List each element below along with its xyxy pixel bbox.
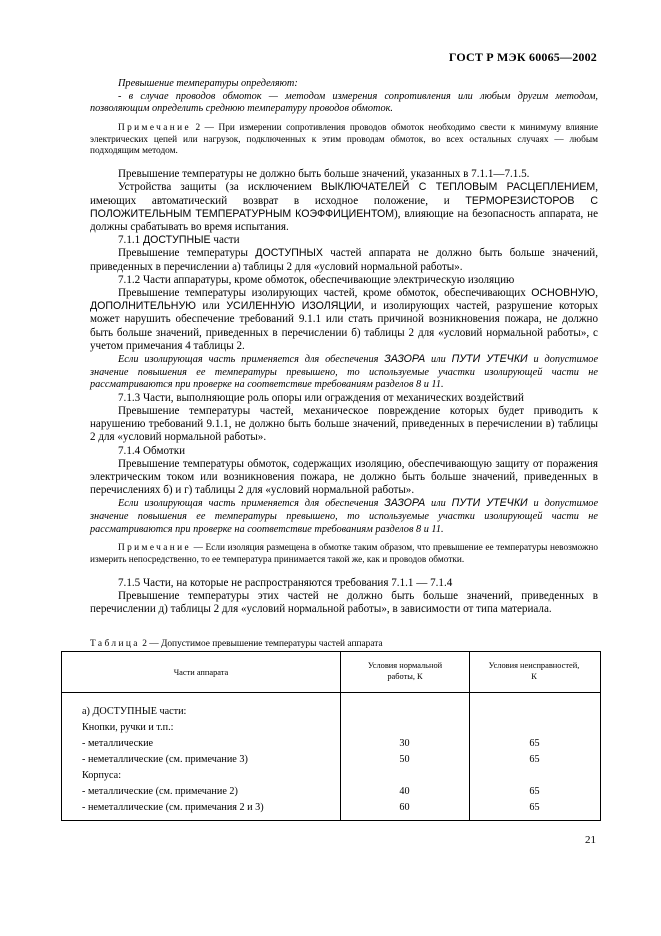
cell-fault: 65 — [529, 738, 540, 749]
paragraph: Превышение температуры ДОСТУПНЫХ частей аппарата не должно быть больше значений, приведенных в перечислении а) таблицы 2 для «условий нормальной работы». — [90, 247, 598, 273]
term: УСИЛЕННУЮ ИЗОЛЯЦИИ — [226, 300, 362, 313]
note-label: Примечание — [118, 543, 191, 554]
table-row — [62, 754, 600, 770]
term: ЗАЗОРА — [384, 497, 426, 510]
section-heading: 7.1.2 Части аппаратуры, кроме обмоток, обеспечивающие электрическую изоляцию — [118, 273, 515, 286]
term: ВЫКЛЮЧАТЕЛЕЙ С ТЕПЛОВЫМ РАСЦЕПЛЕНИЕМ — [321, 181, 596, 194]
section-heading: 7.1.4 Обмотки — [118, 444, 186, 457]
cell-part: - металлические — [82, 738, 154, 749]
term: ДОСТУПНЫХ — [255, 247, 323, 260]
document-header: ГОСТ Р МЭК 60065—2002 — [448, 50, 597, 64]
section-heading: 7.1.5 Части, на которые не распространяются требования 7.1.1 — 7.1.4 — [118, 576, 453, 589]
italic-remark: Если изолирующая часть применяется для обеспечения ЗАЗОРА или ПУТИ УТЕЧКИ и допустимое значение повышения ее температуры превышено, то используемые участки изолирующей части не рассматриваются при проверке на соответствие требованиям разделов 8 и 11. — [90, 353, 599, 391]
term: ПУТИ УТЕЧКИ — [451, 353, 528, 366]
note-1 — [90, 123, 598, 158]
cell-fault: 65 — [529, 754, 540, 765]
cell-part: а) ДОСТУПНЫЕ части: — [82, 706, 187, 717]
section-heading: 7.1.1 ДОСТУПНЫЕ части — [118, 234, 240, 247]
paragraph: Превышение температуры изолирующих частей, кроме обмоток, обеспечивающих ОСНОВНУЮ, ДОПОЛНИТЕЛЬНУЮ или УСИЛЕННУЮ ИЗОЛЯЦИИ, и изолирующих частей, разрушение которых может нарушить обеспечение требований 9.1.1 или стать причиной возникновения пожара, не должно быть больше значений, приведенных в перечислении б) таблицы 2 для «условий нормальной работы», с учетом примечания 4 таблицы 2. — [90, 287, 598, 352]
page-number: 21 — [585, 834, 596, 846]
cell-part: Кнопки, ручки и т.п.: — [82, 722, 174, 733]
table-row — [62, 738, 600, 754]
italic-remark: Если изолирующая часть применяется для обеспечения ЗАЗОРА или ПУТИ УТЕЧКИ и допустимое значение повышения ее температуры превышено, то используемые участки изолирующей части не рассматриваются при проверке на соответствие требованиям разделов 8 и 11. — [90, 497, 599, 535]
temperature-table — [61, 651, 601, 821]
paragraph: - в случае проводов обмоток — методом измерения сопротивления или любым другим методом, позволяющим определить среднюю температуру проводов обмоток. — [90, 90, 598, 115]
table-row — [62, 722, 600, 738]
cell-fault: 65 — [529, 802, 540, 813]
term: ОСНОВНУЮ — [531, 287, 596, 299]
cell-fault: 65 — [529, 786, 540, 797]
cell-part: - неметаллические (см. примечание 3) — [82, 754, 248, 765]
table-row — [62, 706, 600, 722]
term: ТЕРМОРЕЗИСТОРОВ С ПОЛОЖИТЕЛЬНЫМ ТЕМПЕРАТУРНЫМ КОЭФФИЦИЕНТОМ — [90, 194, 599, 220]
paragraph: Превышение температуры обмоток, содержащих изоляцию, обеспечивающую защиту от поражения электрическим током или возникновения пожара, не должно быть больше значений, приведенных в перечислениях б) и г) таблицы 2 для «условий нормальной работы». — [90, 457, 598, 497]
column-header-fault: Условия неисправностей, К — [488, 661, 580, 681]
note-text: — Если изоляция размещена в обмотке таким образом, что превышение ее температуры невозможно измерить непосредственно, то ее температура принимается такой же, как и проводов обмотки. — [90, 543, 598, 565]
table-row — [62, 770, 600, 786]
term: ЗАЗОРА — [384, 353, 426, 366]
section-heading: 7.1.3 Части, выполняющие роль опоры или ограждения от механических воздействий — [118, 391, 524, 404]
note-text: 2 — При измерении сопротивления проводов обмоток необходимо свести к минимуму влияние электрических цепей или нагрузок, подключенных к этим проводам обмоток, во всех остальных случаях — любым подходящим методом. — [90, 122, 598, 157]
term: ДОСТУПНЫЕ — [142, 234, 211, 247]
document-body — [90, 78, 598, 652]
paragraph: Превышение температуры частей, механическое повреждение которых будет приводить к нарушению требований 9.1.1, не должно быть больше значений, приведенных в перечислении в) таблицы 2 для «условий нормальной работы». — [90, 405, 598, 444]
paragraph: Превышение температуры этих частей не должно быть больше значений, приведенных в перечислении д) таблицы 2 для «условий нормальной работы», в зависимости от типа материала. — [90, 590, 598, 616]
paragraph: Превышение температуры не должно быть больше значений, указанных в 7.1.1—7.1.5. — [118, 168, 530, 181]
table-divider — [62, 692, 600, 693]
table-caption — [90, 638, 598, 651]
term: ДОПОЛНИТЕЛЬНУЮ — [90, 300, 196, 313]
cell-part: Корпуса: — [82, 770, 122, 781]
cell-normal: 60 — [399, 802, 410, 813]
cell-part: - металлические (см. примечание 2) — [82, 786, 238, 797]
column-header-parts: Части аппарата — [173, 668, 229, 677]
cell-normal: 50 — [399, 754, 410, 765]
table-caption-text: 2 — Допустимое превышение температуры частей аппарата — [139, 639, 383, 650]
cell-part: - неметаллические (см. примечания 2 и 3) — [82, 802, 264, 813]
note-label: Примечание — [118, 122, 191, 133]
cell-normal: 30 — [399, 738, 410, 749]
note-2 — [90, 543, 598, 567]
paragraph: Превышение температуры определяют: — [118, 78, 298, 89]
term: ПУТИ УТЕЧКИ — [451, 497, 528, 510]
table-row — [62, 786, 600, 802]
table-row — [62, 802, 600, 818]
cell-normal: 40 — [399, 786, 410, 797]
paragraph: Устройства защиты (за исключением ВЫКЛЮЧАТЕЛЕЙ С ТЕПЛОВЫМ РАСЦЕПЛЕНИЕМ, имеющих автоматический возврат в исходное положение, и ТЕРМОРЕЗИСТОРОВ С ПОЛОЖИТЕЛЬНЫМ ТЕМПЕРАТУРНЫМ КОЭФФИЦИЕНТОМ), влияющие на безопасность аппарата, не должны срабатывать во время испытания. — [90, 181, 599, 233]
table-caption-label: Таблица — [90, 639, 140, 650]
column-header-normal: Условия нормальной работы, К — [367, 661, 443, 681]
